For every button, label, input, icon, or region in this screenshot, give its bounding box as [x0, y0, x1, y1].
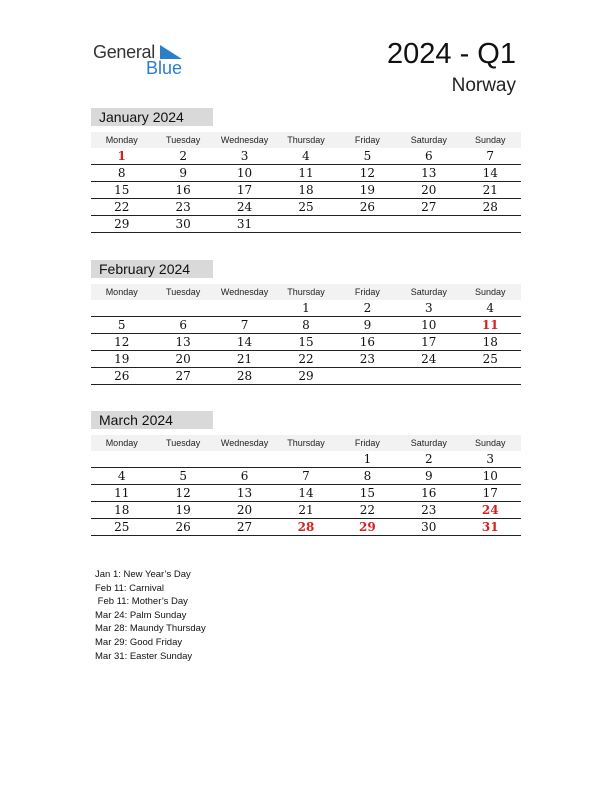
- day-cell: 2: [425, 452, 433, 466]
- general-blue-logo: [93, 42, 193, 78]
- day-cell: 29: [114, 217, 130, 231]
- weekday-label: Monday: [105, 438, 138, 448]
- day-cell: 29: [298, 369, 314, 383]
- day-cell: 17: [421, 335, 437, 349]
- day-cell: 16: [359, 335, 376, 349]
- day-cell: 12: [175, 486, 191, 500]
- day-cell: 16: [175, 183, 191, 197]
- day-cell: [398, 216, 459, 232]
- day-cell: 19: [359, 183, 376, 197]
- day-cell: 21: [236, 352, 253, 366]
- day-cell: 13: [236, 486, 253, 500]
- week-row: [91, 485, 521, 502]
- holiday-notes: [95, 568, 206, 663]
- day-cell: 27: [236, 520, 253, 534]
- weekday-label: Tuesday: [166, 135, 201, 145]
- country-name: Norway: [451, 75, 516, 96]
- weekday-label: Friday: [354, 287, 380, 297]
- day-cell: 22: [114, 200, 130, 214]
- day-cell: [91, 451, 152, 467]
- day-cell: 1: [363, 452, 372, 466]
- day-cell: 8: [363, 469, 372, 483]
- weekday-label: Saturday: [410, 135, 447, 145]
- weekday-label: Thursday: [287, 438, 325, 448]
- flag-icon: [160, 45, 182, 59]
- logo-blue-text: Blue: [146, 58, 183, 78]
- day-cell: 22: [359, 503, 376, 517]
- day-cell: 25: [114, 520, 130, 534]
- day-cell: [152, 451, 213, 467]
- day-cell: 7: [240, 318, 249, 332]
- day-cell: 12: [114, 335, 130, 349]
- day-cell: 23: [175, 200, 191, 214]
- week-row: [91, 502, 521, 519]
- holiday-note: Jan 1: New Year’s Day: [95, 569, 191, 580]
- week-row: [91, 368, 521, 385]
- day-cell: 3: [486, 452, 495, 466]
- holiday-note: Mar 29: Good Friday: [95, 636, 183, 648]
- day-cell: 25: [298, 200, 314, 214]
- day-cell: 26: [359, 200, 376, 214]
- day-cell: 26: [114, 369, 130, 383]
- day-cell: 10: [236, 166, 253, 180]
- month-title: February 2024: [91, 260, 213, 278]
- weekday-label: Thursday: [287, 287, 325, 297]
- day-cell: 8: [117, 166, 126, 180]
- day-cell: 7: [302, 469, 310, 483]
- weekday-label: Monday: [105, 135, 138, 145]
- day-cell: 13: [421, 166, 437, 180]
- day-cell: 19: [114, 352, 130, 366]
- holiday-note: Feb 11: Mother’s Day: [95, 596, 188, 608]
- page-title: 2024 - Q1: [387, 38, 516, 70]
- day-cell: 2: [363, 301, 372, 315]
- weekday-label: Wednesday: [220, 135, 269, 145]
- day-cell: 14: [482, 166, 498, 180]
- day-cell: 20: [421, 183, 437, 197]
- weekday-label: Friday: [354, 135, 380, 145]
- holiday-day-cell: 11: [481, 318, 499, 332]
- weekday-label: Tuesday: [166, 287, 201, 297]
- weekday-header-row: [91, 132, 521, 148]
- day-cell: 3: [425, 301, 433, 315]
- day-cell: 22: [298, 352, 314, 366]
- day-cell: [214, 451, 275, 467]
- day-cell: 17: [482, 486, 498, 500]
- day-cell: 2: [179, 149, 187, 163]
- week-row: [91, 216, 521, 233]
- day-cell: 8: [302, 318, 310, 332]
- month-title: March 2024: [91, 411, 213, 429]
- day-cell: 20: [236, 503, 253, 517]
- month-january: [91, 108, 521, 233]
- holiday-note: Mar 24: Palm Sunday: [95, 609, 187, 621]
- day-cell: 31: [236, 217, 253, 231]
- day-cell: 9: [363, 318, 372, 332]
- week-row: [91, 317, 521, 334]
- day-cell: 15: [114, 183, 130, 197]
- week-row: [91, 148, 521, 165]
- day-cell: 27: [421, 200, 437, 214]
- weekday-header-row: [91, 284, 521, 300]
- day-cell: 17: [236, 183, 253, 197]
- day-cell: 5: [117, 318, 126, 332]
- week-row: [91, 334, 521, 351]
- day-cell: 14: [298, 486, 314, 500]
- day-cell: 3: [240, 149, 249, 163]
- weekday-label: Saturday: [410, 438, 447, 448]
- day-cell: 11: [114, 486, 130, 500]
- week-row: [91, 199, 521, 216]
- day-cell: 28: [236, 369, 253, 383]
- day-cell: 6: [425, 149, 433, 163]
- weekday-label: Wednesday: [220, 438, 269, 448]
- month-march: [91, 411, 521, 536]
- day-cell: 11: [298, 166, 314, 180]
- day-cell: 23: [359, 352, 376, 366]
- weekday-label: Thursday: [287, 135, 325, 145]
- weekday-header-row: [91, 435, 521, 451]
- day-cell: 15: [359, 486, 376, 500]
- weekday-label: Friday: [354, 438, 380, 448]
- weekday-label: Sunday: [474, 438, 506, 448]
- day-cell: 24: [236, 200, 253, 214]
- holiday-day-cell: 31: [481, 520, 499, 534]
- day-cell: 10: [421, 318, 437, 332]
- month-february: [91, 260, 521, 385]
- holiday-day-cell: 24: [481, 503, 499, 517]
- day-cell: 30: [421, 520, 437, 534]
- day-cell: 6: [179, 318, 187, 332]
- day-cell: [460, 368, 521, 384]
- day-cell: 14: [236, 335, 253, 349]
- day-cell: [275, 451, 336, 467]
- day-cell: [91, 300, 152, 316]
- day-cell: 20: [175, 352, 191, 366]
- holiday-day-cell: 28: [297, 520, 315, 534]
- logo-general-text: General: [93, 42, 155, 62]
- day-cell: [214, 300, 275, 316]
- day-cell: [275, 216, 336, 232]
- day-cell: [152, 300, 213, 316]
- day-cell: [398, 368, 459, 384]
- holiday-day-cell: 1: [117, 149, 126, 163]
- day-cell: 16: [421, 486, 437, 500]
- day-cell: 21: [482, 183, 498, 197]
- day-cell: 18: [114, 503, 130, 517]
- day-cell: 10: [482, 469, 498, 483]
- month-title: January 2024: [91, 108, 213, 126]
- weekday-label: Wednesday: [220, 287, 269, 297]
- weekday-label: Saturday: [410, 287, 447, 297]
- holiday-day-cell: 29: [359, 520, 376, 534]
- weekday-label: Sunday: [474, 287, 506, 297]
- week-row: [91, 300, 521, 317]
- day-cell: 25: [482, 352, 498, 366]
- day-cell: 18: [298, 183, 314, 197]
- day-cell: 4: [486, 301, 495, 315]
- weekday-label: Monday: [105, 287, 138, 297]
- week-row: [91, 451, 521, 468]
- week-row: [91, 351, 521, 368]
- day-cell: 1: [302, 301, 310, 315]
- weekday-label: Sunday: [474, 135, 506, 145]
- day-cell: 28: [482, 200, 498, 214]
- day-cell: 4: [117, 469, 126, 483]
- day-cell: 6: [240, 469, 249, 483]
- day-cell: 18: [482, 335, 498, 349]
- day-cell: [337, 216, 398, 232]
- day-cell: 5: [179, 469, 187, 483]
- week-row: [91, 165, 521, 182]
- day-cell: 12: [359, 166, 376, 180]
- weekday-label: Tuesday: [166, 438, 201, 448]
- holiday-note: Feb 11: Carnival: [95, 582, 164, 594]
- week-row: [91, 468, 521, 485]
- week-row: [91, 519, 521, 536]
- holiday-note: Mar 31: Easter Sunday: [95, 650, 193, 662]
- day-cell: 7: [486, 149, 495, 163]
- week-row: [91, 182, 521, 199]
- day-cell: 26: [175, 520, 191, 534]
- day-cell: 23: [421, 503, 437, 517]
- day-cell: 9: [425, 469, 433, 483]
- day-cell: [460, 216, 521, 232]
- day-cell: 9: [179, 166, 187, 180]
- day-cell: 15: [298, 335, 314, 349]
- day-cell: 21: [298, 503, 314, 517]
- day-cell: 13: [175, 335, 191, 349]
- day-cell: 27: [175, 369, 191, 383]
- day-cell: [337, 368, 398, 384]
- day-cell: 4: [302, 149, 310, 163]
- day-cell: 19: [175, 503, 191, 517]
- day-cell: 5: [363, 149, 372, 163]
- day-cell: 30: [175, 217, 191, 231]
- holiday-note: Mar 28: Maundy Thursday: [95, 623, 206, 635]
- day-cell: 24: [421, 352, 437, 366]
